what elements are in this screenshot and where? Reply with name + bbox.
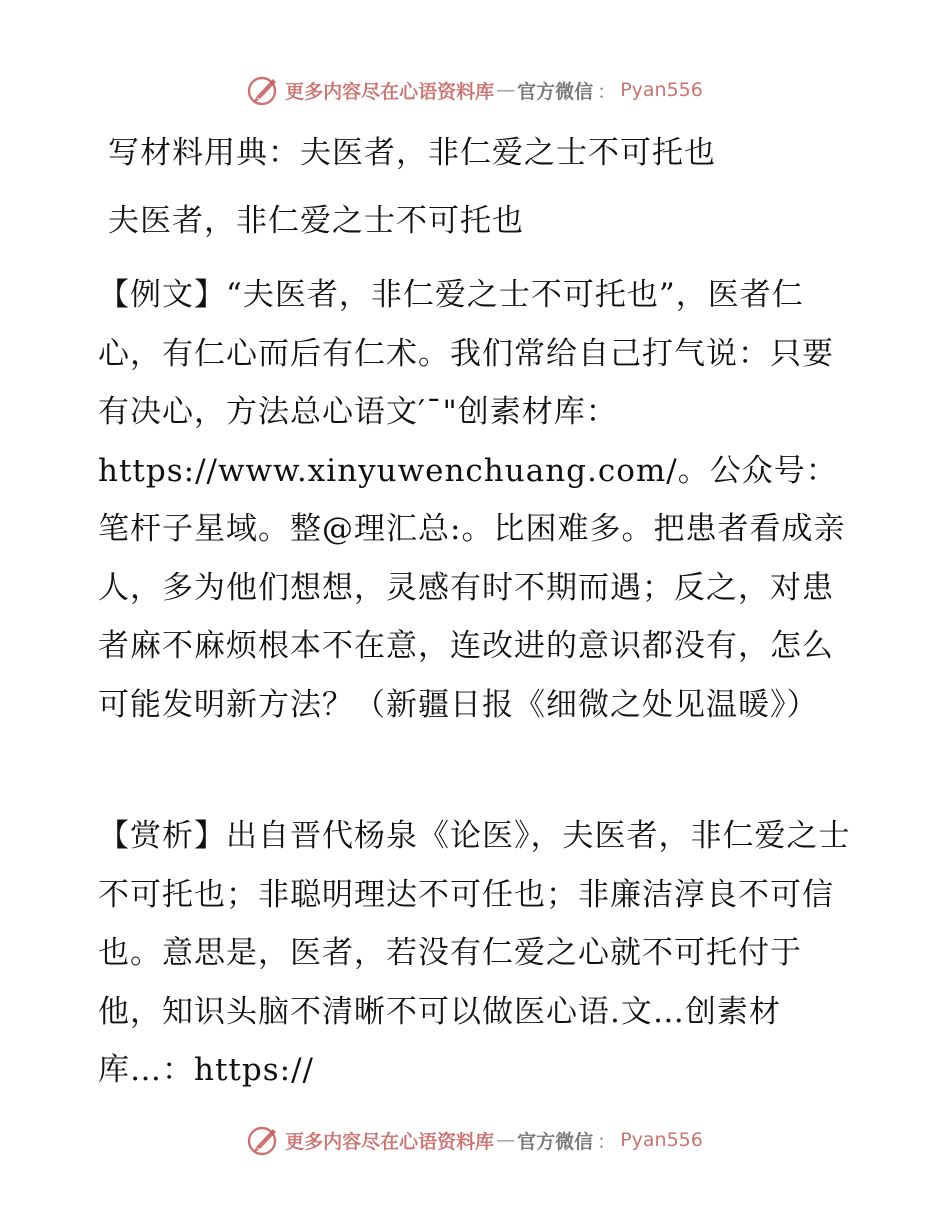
analysis-heading: 【赏析】	[98, 818, 226, 854]
watermark-wechat-id: Pyan556	[620, 79, 703, 101]
example-paragraph	[98, 266, 858, 734]
watermark-dash: —	[496, 79, 516, 101]
watermark-dash: —	[496, 1129, 516, 1151]
watermark-label: 官方微信	[517, 80, 594, 103]
watermark-wechat-id: Pyan556	[620, 1129, 703, 1151]
example-heading: 【例文】	[98, 277, 226, 313]
document-subtitle: 夫医者，非仁爱之士不可托也	[108, 203, 524, 239]
example-body: “夫医者，非仁爱之士不可托也”，医者仁心，有仁心而后有仁术。我们常给自己打气说：只要有决心，方法总心语文′¯"创素材库：https://www.xinyuwenchuang.com/。公众号：笔杆子星域。整@理汇总:。比困难多。把患者看成亲人，多为他们想想，灵感有时不期而遇；反之，对患者麻不麻烦根本不在意，连改进的意识都没有，怎么可能发明新方法？（新疆日报《细微之处见温暖》）	[98, 277, 846, 723]
watermark-main-text: 更多内容尽在心语资料库	[285, 80, 495, 103]
watermark-main-text: 更多内容尽在心语资料库	[285, 1130, 495, 1153]
quill-pen-logo-icon	[247, 73, 281, 107]
analysis-paragraph	[98, 807, 858, 1100]
watermark-label: 官方微信	[517, 1130, 594, 1153]
watermark-separator: ：	[597, 80, 617, 103]
watermark-separator: ：	[597, 1130, 617, 1153]
analysis-body: 出自晋代杨泉《论医》，夫医者，非仁爱之士不可托也；非聪明理达不可任也；非廉洁淳良不可信也。意思是，医者，若没有仁爱之心就不可托付于他，知识头脑不清晰不可以做医心语.文…创素材库…：https://	[98, 818, 851, 1088]
watermark-footer	[0, 1120, 950, 1160]
watermark-header	[0, 70, 950, 110]
quill-pen-logo-icon	[247, 1123, 281, 1157]
document-title: 写材料用典：夫医者，非仁爱之士不可托也	[108, 135, 716, 171]
